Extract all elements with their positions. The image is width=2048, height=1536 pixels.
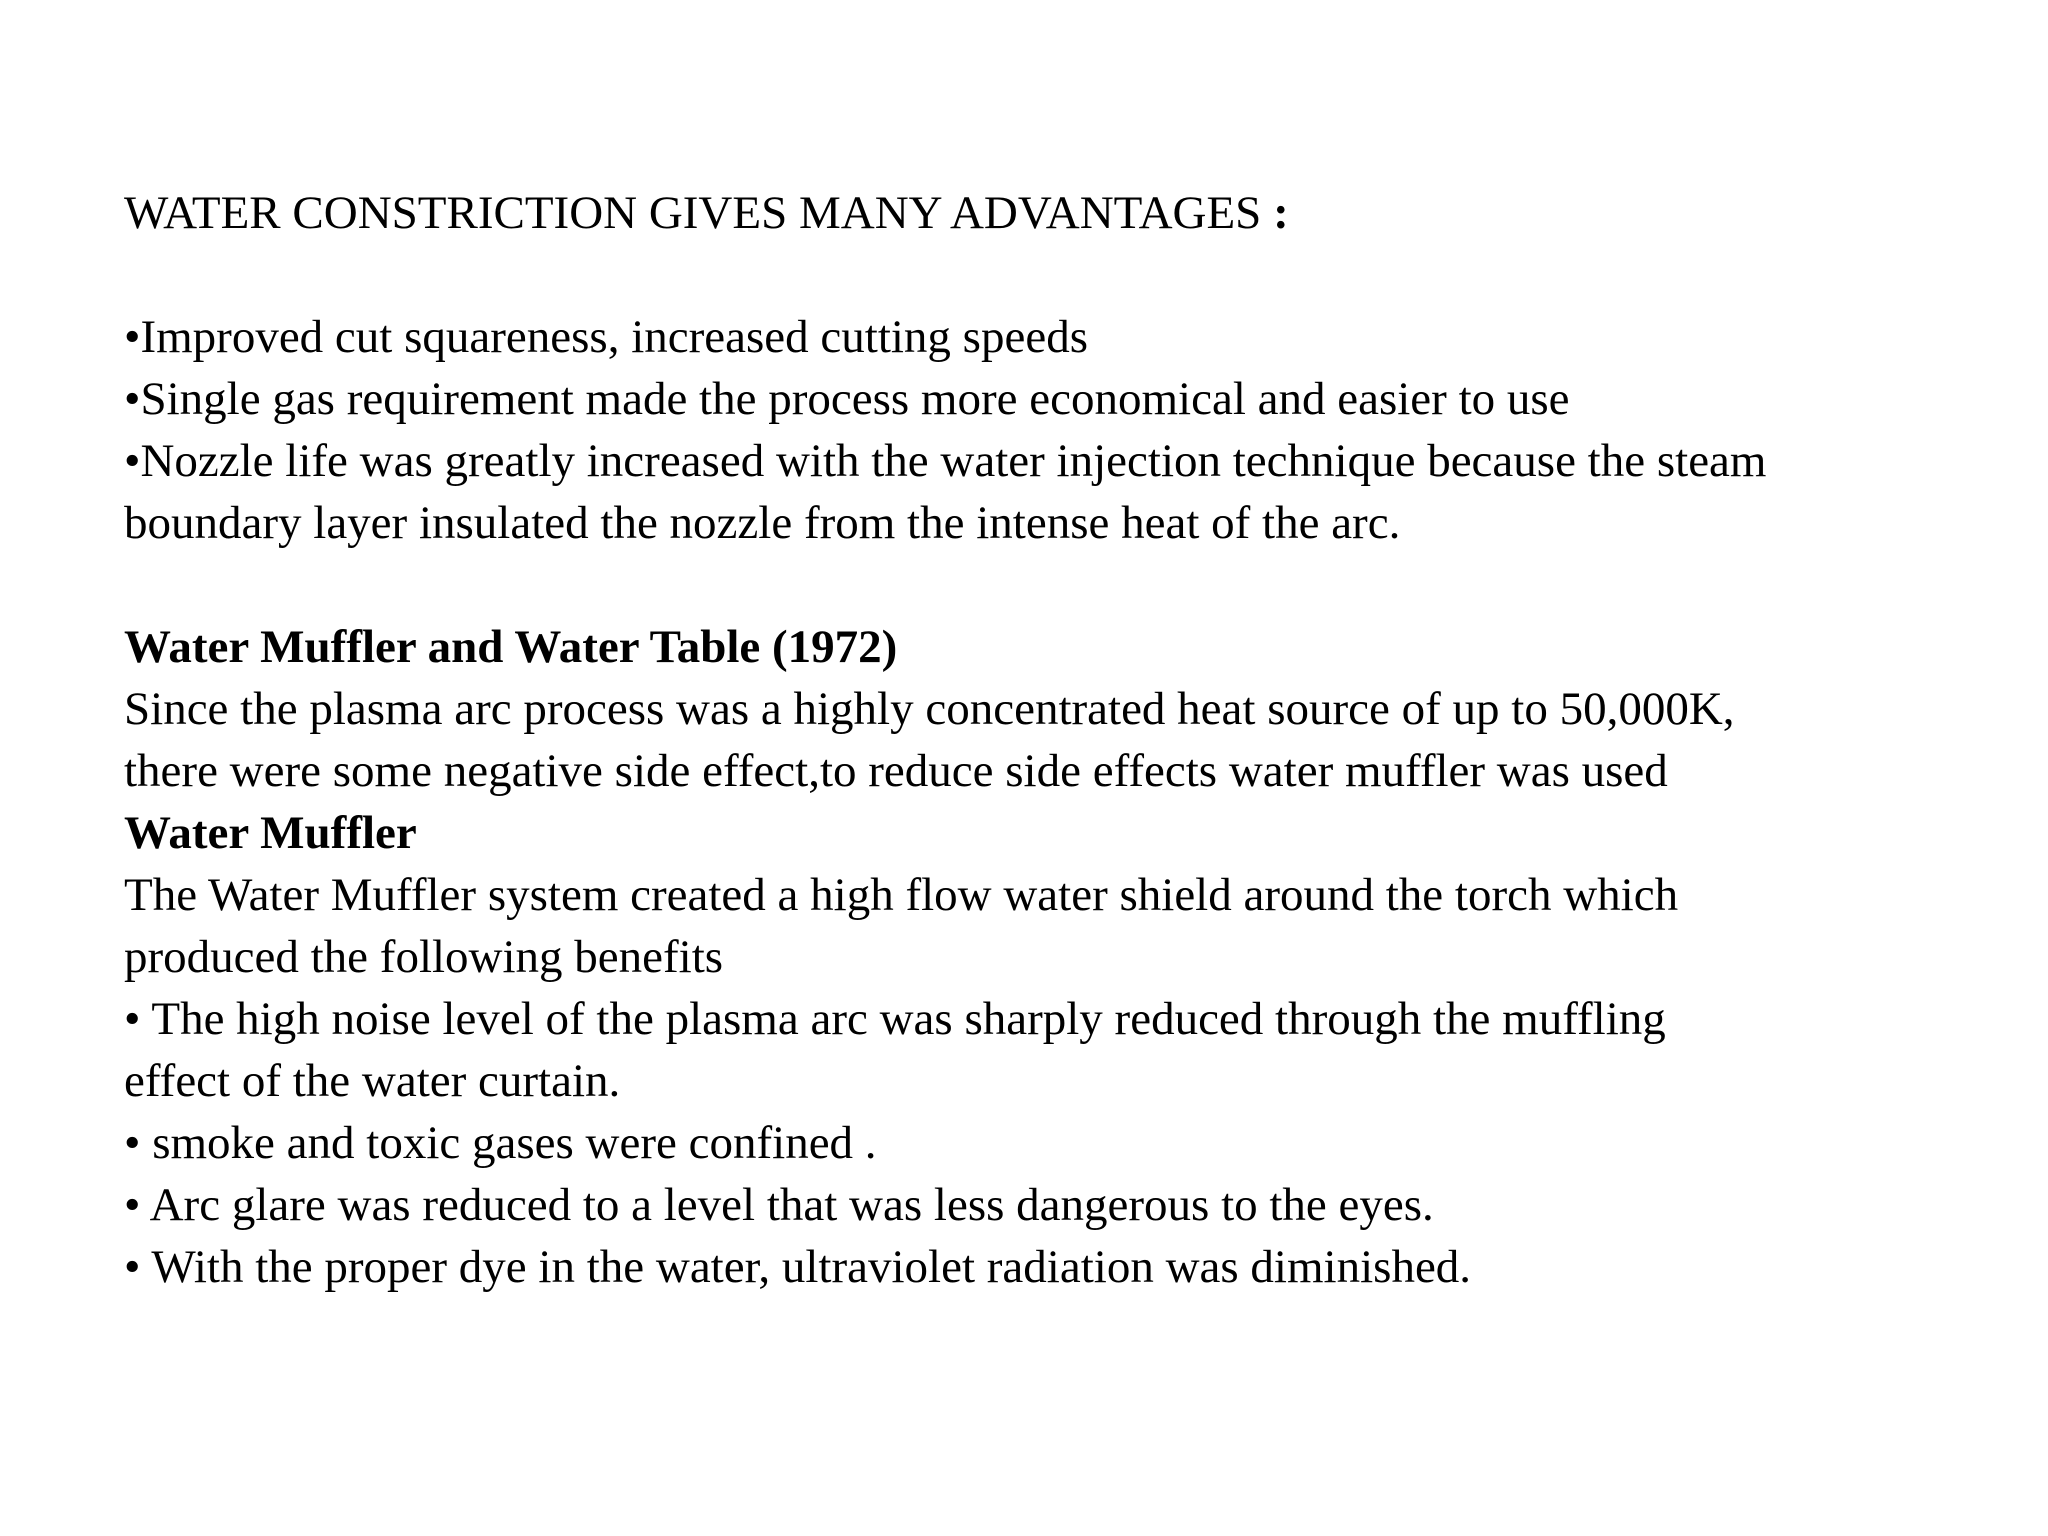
subsection-paragraph-line: The Water Muffler system created a high flow water shield around the torch which <box>124 869 1679 921</box>
advantage-line: •Nozzle life was greatly increased with the water injection technique because the steam <box>124 435 1767 487</box>
section-title: Water Muffler and Water Table (1972) <box>124 621 898 673</box>
subsection-title: Water Muffler <box>124 807 417 859</box>
slide-content <box>124 182 2004 1298</box>
benefit-line: • smoke and toxic gases were confined . <box>124 1117 877 1169</box>
heading-text: WATER CONSTRICTION GIVES MANY ADVANTAGES <box>124 187 1274 239</box>
section-paragraph-line: there were some negative side effect,to reduce side effects water muffler was used <box>124 745 1668 797</box>
benefit-line: effect of the water curtain. <box>124 1055 621 1107</box>
benefit-line: • Arc glare was reduced to a level that was less dangerous to the eyes. <box>124 1179 1434 1231</box>
heading-colon: : <box>1273 187 1289 239</box>
advantage-line: •Single gas requirement made the process more economical and easier to use <box>124 373 1570 425</box>
benefit-line: • The high noise level of the plasma arc was sharply reduced through the muffling <box>124 993 1666 1045</box>
subsection-paragraph-line: produced the following benefits <box>124 931 724 983</box>
spacer <box>124 554 2004 616</box>
spacer <box>124 244 2004 306</box>
section-paragraph-line: Since the plasma arc process was a highly concentrated heat source of up to 50,000K, <box>124 683 1735 735</box>
advantage-line: •Improved cut squareness, increased cutting speeds <box>124 311 1088 363</box>
benefit-line: • With the proper dye in the water, ultraviolet radiation was diminished. <box>124 1241 1472 1293</box>
slide-heading <box>124 182 2004 244</box>
advantage-line: boundary layer insulated the nozzle from the intense heat of the arc. <box>124 497 1401 549</box>
